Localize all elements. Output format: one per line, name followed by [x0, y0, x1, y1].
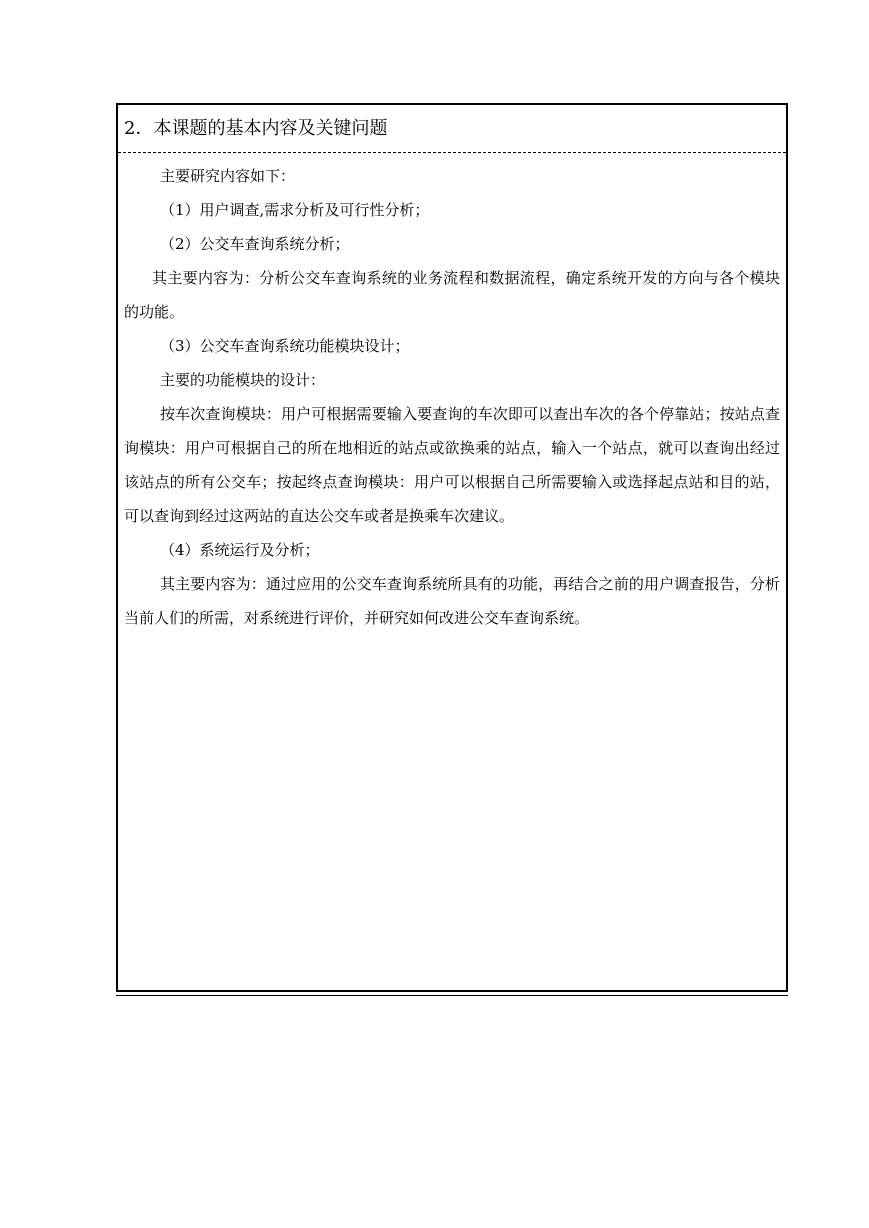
paragraph-item-4: （4）系统运行及分析；: [160, 541, 320, 559]
paragraph-item-4-detail: 其主要内容为：通过应用的公交车查询系统所具有的功能，再结合之前的用户调查报告，分析当前人们的所需，对系统进行评价，并研究如何改进公交车查询系统。: [124, 575, 780, 627]
content-frame: [116, 103, 788, 992]
paragraph-item-3-detail: 按车次查询模块：用户可根据需要输入要查询的车次即可以查出车次的各个停靠站；按站点查询模块：用户可根据自己的所在地相近的站点或欲换乘的站点，输入一个站点，就可以查询出经过该站点的所有公交车；按起终点查询模块：用户可以根据自己所需要输入或选择起点站和目的站，可以查询到经过这两站的直达公交车或者是换乘车次建议。: [124, 405, 780, 525]
paragraph-item-2: （2）公交车查询系统分析；: [160, 235, 350, 253]
body-text: [124, 159, 780, 635]
paragraph-intro: 主要研究内容如下：: [160, 167, 296, 185]
paragraph-item-1: （1）用户调查,需求分析及可行性分析；: [160, 201, 430, 219]
paragraph-item-2-detail: 其主要内容为：分析公交车查询系统的业务流程和数据流程，确定系统开发的方向与各个模块的功能。: [124, 269, 780, 321]
paragraph-item-3: （3）公交车查询系统功能模块设计；: [160, 337, 410, 355]
paragraph-item-3-intro: 主要的功能模块的设计：: [160, 371, 326, 389]
section-title: 2．本课题的基本内容及关键问题: [124, 118, 388, 139]
dashed-divider: [118, 152, 786, 153]
